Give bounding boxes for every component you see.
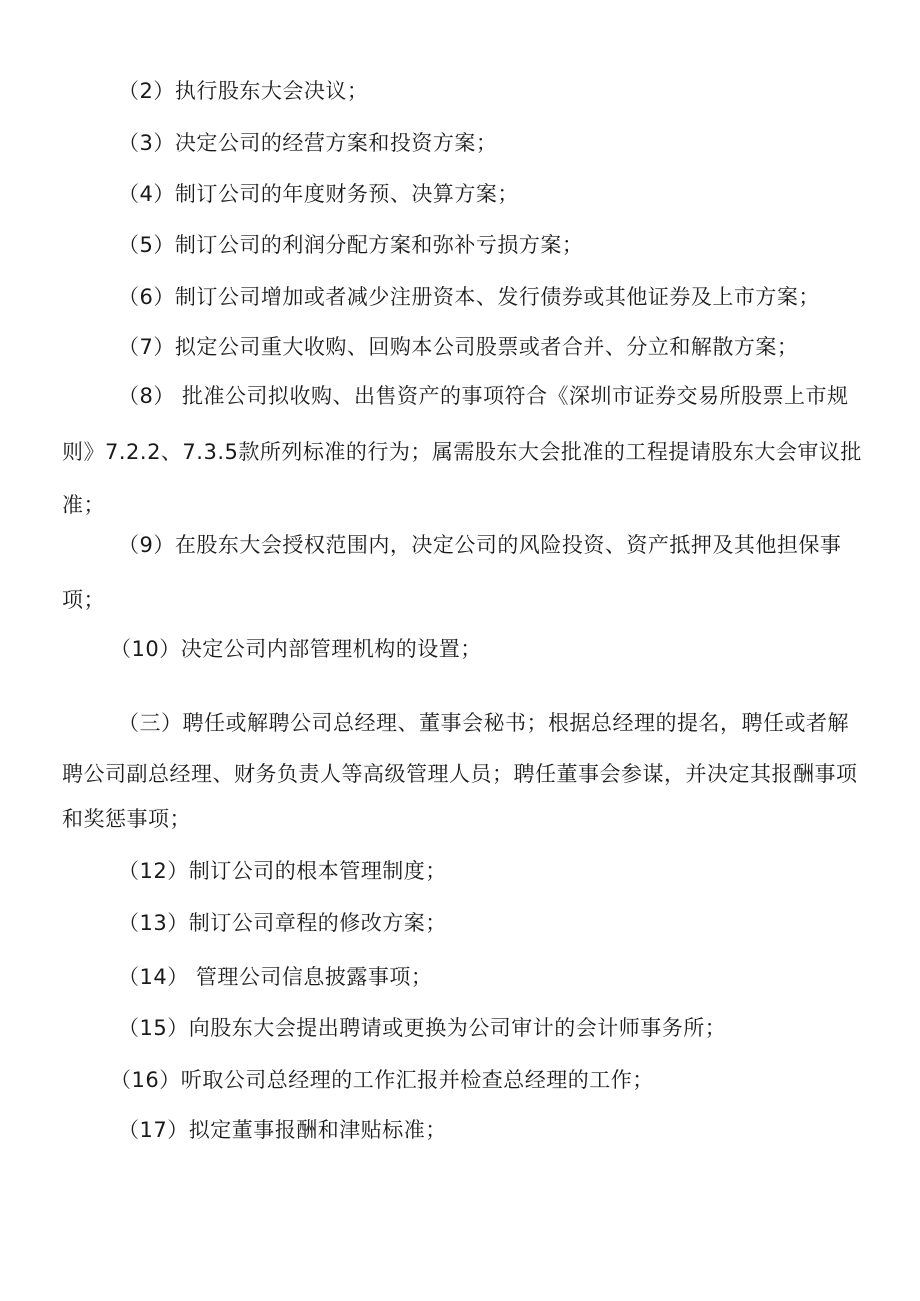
clause-16: （16）听取公司总经理的工作汇报并检查总经理的工作； <box>110 1068 654 1092</box>
clause-14: （14） 管理公司信息披露事项； <box>118 965 433 989</box>
section-3-line-1: （三）聘任或解聘公司总经理、董事会秘书；根据总经理的提名，聘任或者解 <box>118 711 849 735</box>
clause-12: （12）制订公司的根本管理制度； <box>118 859 447 883</box>
section-3-line-3: 和奖惩事项； <box>62 807 191 831</box>
clause-8 <box>62 383 862 518</box>
clause-10: （10）决定公司内部管理机构的设置； <box>110 637 482 661</box>
clause-8-line-1: （8） 批准公司拟收购、出售资产的事项符合《深圳市证券交易所股票上市规 <box>118 384 849 408</box>
clause-3: （3）决定公司的经营方案和投资方案； <box>118 131 498 155</box>
clause-8-line-3: 准； <box>62 493 105 517</box>
clause-5: （5）制订公司的利润分配方案和弥补亏损方案； <box>118 233 584 257</box>
clause-13: （13）制订公司章程的修改方案； <box>118 911 447 935</box>
clause-7: （7）拟定公司重大收购、回购本公司股票或者合并、分立和解散方案； <box>118 335 799 359</box>
section-3-line-2: 聘公司副总经理、财务负责人等高级管理人员；聘任董事会参谋，并决定其报酬事项 <box>62 762 858 786</box>
clause-6: （6）制订公司增加或者减少注册资本、发行债券或其他证券及上市方案； <box>118 285 820 309</box>
clause-4: （4）制订公司的年度财务预、决算方案； <box>118 182 519 206</box>
clause-8-line-2: 则》7.2.2、7.3.5款所列标准的行为；属需股东大会批准的工程提请股东大会审议批 <box>62 440 862 464</box>
clause-9 <box>62 532 862 613</box>
clause-15: （15）向股东大会提出聘请或更换为公司审计的会计师事务所； <box>118 1016 727 1040</box>
section-3 <box>62 710 862 832</box>
clause-9-line-1: （9）在股东大会授权范围内，决定公司的风险投资、资产抵押及其他担保事 <box>118 533 842 557</box>
clause-17: （17）拟定董事报酬和津贴标准； <box>118 1118 447 1142</box>
clause-9-line-2: 项； <box>62 588 105 612</box>
clause-2: （2）执行股东大会决议； <box>118 79 369 103</box>
